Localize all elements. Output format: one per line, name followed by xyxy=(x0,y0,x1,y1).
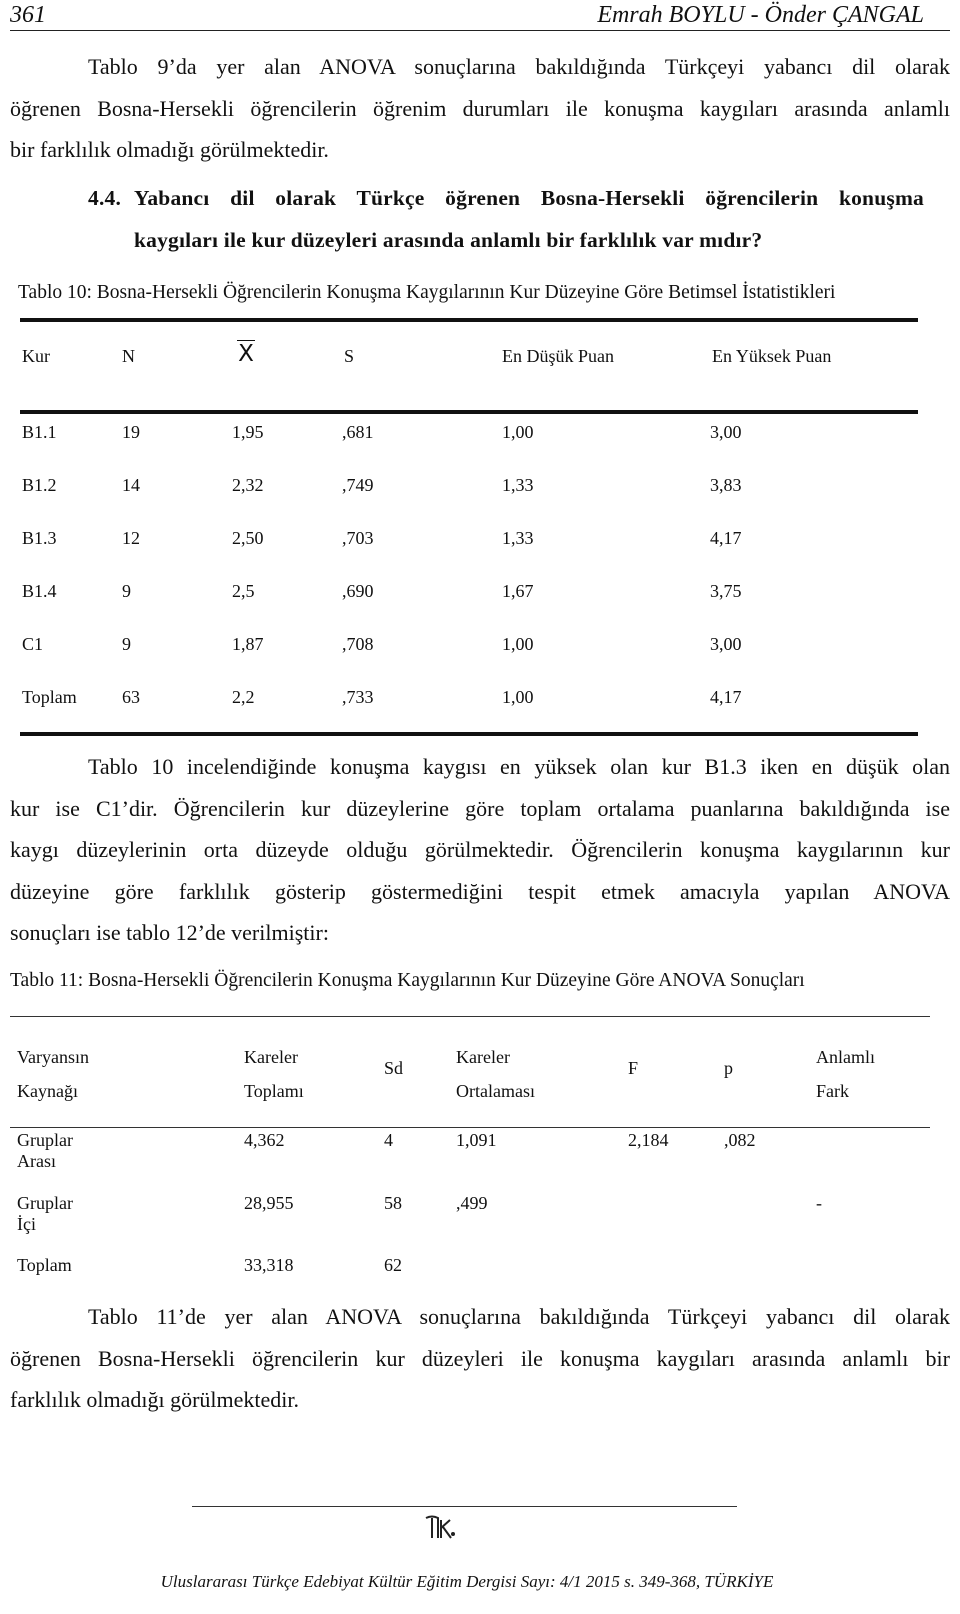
table-11-header-rule xyxy=(10,1127,930,1128)
cell-min: 1,67 xyxy=(502,581,534,601)
table-11-header-ms xyxy=(456,1040,535,1108)
teke-logo-icon xyxy=(424,1514,456,1542)
cell-mean: 2,50 xyxy=(232,528,264,548)
paragraph-line: öğrenen Bosna-Hersekli öğrencilerin kur düzeyleri ile konuşma kaygıları arasında anlamlı bir xyxy=(10,1345,950,1371)
paragraph-line: kaygı düzeylerinin orta düzeyde olduğu görülmektedir. Öğrencilerin konuşma kaygılarının kur xyxy=(10,837,950,862)
table-10-header-n: N xyxy=(122,346,135,366)
cell-s: ,733 xyxy=(342,687,374,707)
section-number: 4.4. xyxy=(88,186,122,210)
cell-kur: B1.1 xyxy=(22,422,57,442)
cell-n: 19 xyxy=(122,422,140,442)
header-line: Anlamlı xyxy=(816,1047,875,1067)
cell-mean: 2,5 xyxy=(232,581,255,601)
table-10-header-kur: Kur xyxy=(22,346,50,366)
cell-kur: B1.4 xyxy=(22,581,57,601)
cell-kur: Toplam xyxy=(22,687,77,707)
cell-df: 62 xyxy=(384,1255,402,1275)
table-10-header-max: En Yüksek Puan xyxy=(712,346,832,366)
paragraph-line: farklılık olmadığı görülmektedir. xyxy=(10,1387,299,1412)
table-10-header-s: S xyxy=(344,346,355,366)
cell-max: 3,00 xyxy=(710,422,742,442)
cell-s: ,681 xyxy=(342,422,374,442)
cell-min: 1,00 xyxy=(502,634,534,654)
section-title-line-2: kaygıları ile kur düzeyleri arasında anlamlı bir farklılık var mıdır? xyxy=(134,228,763,252)
paragraph-line: öğrenen Bosna-Hersekli öğrencilerin öğrenim durumları ile konuşma kaygıları arasında anlamlı xyxy=(10,95,950,121)
paragraph-2 xyxy=(10,746,950,954)
cell-ms: 1,091 xyxy=(456,1130,497,1150)
cell-min: 1,33 xyxy=(502,475,534,495)
cell-source: Gruplar Arası xyxy=(17,1130,73,1171)
journal-logo xyxy=(424,1514,456,1542)
cell-n: 9 xyxy=(122,634,131,654)
paragraph-line: bir farklılık olmadığı görülmektedir. xyxy=(10,137,329,162)
paragraph-line: sonuçları ise tablo 12’de verilmiştir: xyxy=(10,920,329,945)
paragraph-line: Tablo 10 incelendiğinde konuşma kaygısı en yüksek olan kur B1.3 iken en düşük olan xyxy=(88,754,950,779)
table-11-header-source xyxy=(17,1040,89,1108)
table-11-header-f: F xyxy=(628,1058,639,1078)
cell-kur: B1.2 xyxy=(22,475,57,495)
cell-max: 4,17 xyxy=(710,687,742,707)
cell-significance: - xyxy=(816,1193,822,1213)
running-header-authors: Emrah BOYLU - Önder ÇANGAL xyxy=(597,2,924,28)
footer-rule xyxy=(192,1506,737,1507)
table-11-header-ss xyxy=(244,1040,304,1108)
paragraph-line: düzeyine göre farklılık gösterip göstermediğini tespit etmek amacıyla yapılan ANOVA xyxy=(10,878,950,904)
cell-min: 1,00 xyxy=(502,422,534,442)
cell-s: ,703 xyxy=(342,528,374,548)
header-line: Kaynağı xyxy=(17,1081,78,1101)
table-11-caption: Tablo 11: Bosna-Hersekli Öğrencilerin Konuşma Kaygılarının Kur Düzeyine Göre ANOVA Sonuçları xyxy=(10,970,805,991)
cell-min: 1,00 xyxy=(502,687,534,707)
cell-n: 14 xyxy=(122,475,140,495)
cell-s: ,708 xyxy=(342,634,374,654)
cell-source: Gruplar İçi xyxy=(17,1193,73,1234)
paragraph-1 xyxy=(10,46,950,171)
table-10-caption: Tablo 10: Bosna-Hersekli Öğrencilerin Konuşma Kaygılarının Kur Düzeyine Göre Betimsel İstatistikleri xyxy=(18,282,836,303)
header-line: Kareler xyxy=(244,1047,298,1067)
cell-min: 1,33 xyxy=(502,528,534,548)
paragraph-line: Tablo 11’de yer alan ANOVA sonuçlarına bakıldığında Türkçeyi yabancı dil olarak xyxy=(88,1304,950,1329)
cell-mean: 2,32 xyxy=(232,475,264,495)
cell-s: ,690 xyxy=(342,581,374,601)
header-line: Kareler xyxy=(456,1047,510,1067)
table-11-header-df: Sd xyxy=(384,1058,404,1078)
page-number: 361 xyxy=(10,2,46,28)
cell-mean: 1,95 xyxy=(232,422,264,442)
cell-ss: 28,955 xyxy=(244,1193,294,1213)
cell-source: Toplam xyxy=(17,1255,72,1275)
table-11-header-significance xyxy=(816,1040,875,1108)
cell-ss: 4,362 xyxy=(244,1130,285,1150)
cell-max: 3,00 xyxy=(710,634,742,654)
table-10-header-rule xyxy=(20,410,918,414)
cell-mean: 2,2 xyxy=(232,687,255,707)
paragraph-line: Tablo 9’da yer alan ANOVA sonuçlarına bakıldığında Türkçeyi yabancı dil olarak xyxy=(88,54,950,79)
cell-df: 4 xyxy=(384,1130,393,1150)
cell-ms: ,499 xyxy=(456,1193,488,1213)
cell-n: 9 xyxy=(122,581,131,601)
cell-s: ,749 xyxy=(342,475,374,495)
cell-max: 4,17 xyxy=(710,528,742,548)
paragraph-line: kur ise C1’dir. Öğrencilerin kur düzeylerine göre toplam ortalama puanlarına bakıldığında ise xyxy=(10,795,950,821)
cell-kur: C1 xyxy=(22,634,44,654)
cell-p: ,082 xyxy=(724,1130,756,1150)
table-10-top-rule xyxy=(20,318,918,322)
cell-n: 12 xyxy=(122,528,140,548)
section-title-line-1: Yabancı dil olarak Türkçe öğrenen Bosna-Hersekli öğrencilerin konuşma xyxy=(134,186,924,210)
cell-mean: 1,87 xyxy=(232,634,264,654)
table-10-header-mean xyxy=(236,340,256,367)
table-11-header-p: p xyxy=(724,1058,733,1078)
header-rule xyxy=(10,30,950,31)
footer-journal-info: Uluslararası Türkçe Edebiyat Kültür Eğitim Dergisi Sayı: 4/1 2015 s. 349-368, TÜRKİYE xyxy=(160,1572,774,1591)
header-line: Toplamı xyxy=(244,1081,304,1101)
table-11-top-rule xyxy=(10,1016,930,1017)
header-line: Ortalaması xyxy=(456,1081,535,1101)
cell-f: 2,184 xyxy=(628,1130,669,1150)
cell-kur: B1.3 xyxy=(22,528,57,548)
table-10-bottom-rule xyxy=(20,732,918,736)
mean-symbol: X xyxy=(238,341,254,367)
cell-max: 3,75 xyxy=(710,581,742,601)
cell-df: 58 xyxy=(384,1193,402,1213)
header-line: Fark xyxy=(816,1081,849,1101)
table-10-header-min: En Düşük Puan xyxy=(502,346,614,366)
header-line: Varyansın xyxy=(17,1047,89,1067)
cell-max: 3,83 xyxy=(710,475,742,495)
cell-ss: 33,318 xyxy=(244,1255,294,1275)
cell-n: 63 xyxy=(122,687,140,707)
paragraph-3 xyxy=(10,1296,950,1421)
